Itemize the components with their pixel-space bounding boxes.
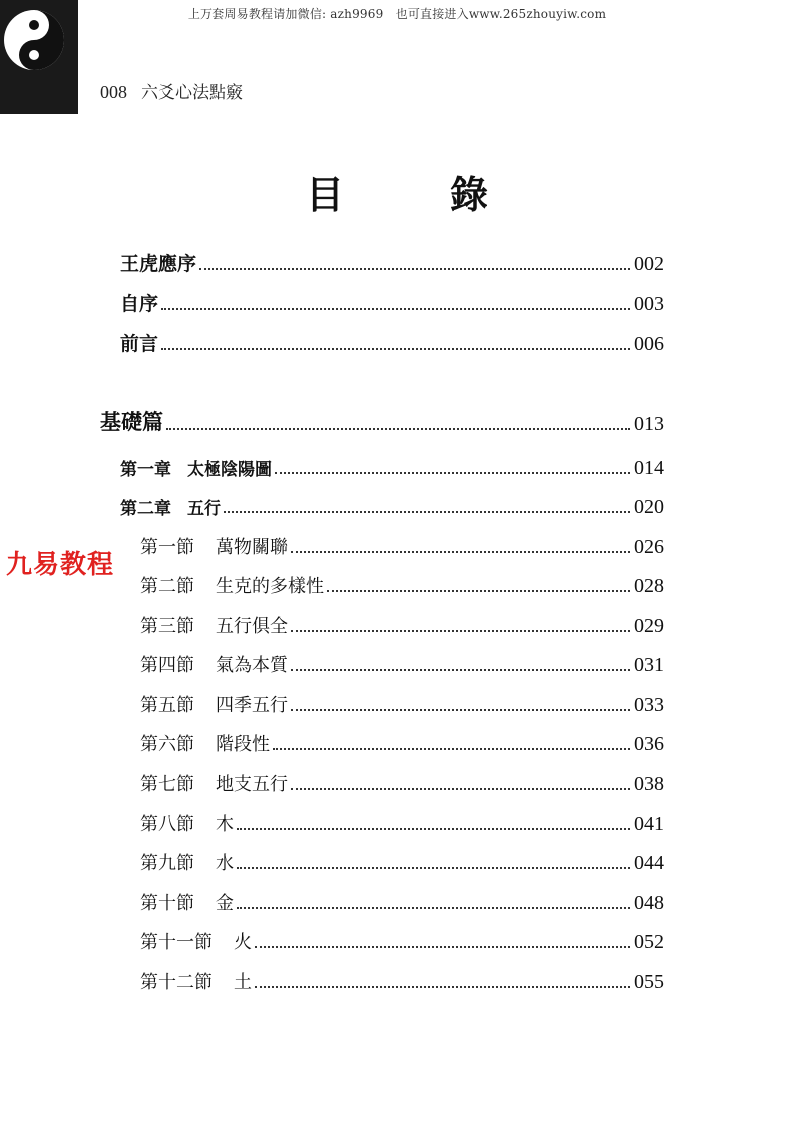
toc-entry-front[interactable]	[120, 326, 664, 356]
leader-dots	[255, 946, 630, 948]
toc-entry-section[interactable]	[140, 845, 664, 875]
section-number: 第六節	[140, 734, 194, 755]
toc-entry-page: 033	[634, 694, 664, 716]
leader-dots	[275, 472, 630, 474]
leader-dots	[291, 709, 630, 711]
toc-entry-front[interactable]	[120, 246, 664, 276]
leader-dots	[291, 669, 630, 671]
watermark-logo-text: 九易教程	[6, 550, 115, 580]
toc-entry-label	[140, 889, 234, 915]
section-title: 水	[216, 853, 234, 874]
section-title: 地支五行	[216, 774, 288, 795]
toc-entry-label	[140, 572, 324, 598]
section-number: 第一節	[140, 537, 194, 558]
toc-entry-page: 003	[634, 293, 664, 315]
toc-entry-part[interactable]	[100, 406, 664, 436]
leader-dots	[255, 986, 630, 988]
toc-entry-section[interactable]	[140, 608, 664, 638]
page-number: 008	[100, 82, 127, 102]
toc-entry-chapter[interactable]	[120, 489, 664, 519]
chapter-title: 五行	[187, 499, 221, 519]
section-title: 階段性	[216, 734, 270, 755]
toc-entry-page: 006	[634, 333, 664, 355]
chapter-title: 太極陰陽圖	[187, 460, 272, 480]
toc-entry-label	[140, 533, 288, 559]
toc-entry-label	[140, 691, 288, 717]
toc-entry-page: 048	[634, 892, 664, 914]
section-number: 第四節	[140, 655, 194, 676]
toc-entry-section[interactable]	[140, 964, 664, 994]
toc-entry-label	[140, 770, 288, 796]
section-title: 木	[216, 814, 234, 835]
toc-entry-section[interactable]	[140, 924, 664, 954]
toc-entry-page: 041	[634, 813, 664, 835]
leader-dots	[237, 867, 630, 869]
toc-entry-label	[140, 928, 252, 954]
section-number: 第九節	[140, 853, 194, 874]
section-title: 四季五行	[216, 695, 288, 716]
toc-entry-label	[140, 849, 234, 875]
section-number: 第八節	[140, 814, 194, 835]
toc-entry-label: 王虎應序	[120, 253, 197, 275]
section-title: 生克的多樣性	[216, 576, 324, 597]
section-title: 五行俱全	[216, 616, 288, 637]
section-number: 第十節	[140, 893, 194, 914]
leader-dots	[291, 551, 630, 553]
section-title: 金	[216, 893, 234, 914]
toc-entry-label: 前言	[120, 333, 159, 355]
toc-entry-page: 052	[634, 931, 664, 953]
yin-yang-icon	[0, 0, 78, 114]
toc-entry-section[interactable]	[140, 568, 664, 598]
toc-entry-page: 055	[634, 971, 664, 993]
section-title: 萬物關聯	[216, 537, 288, 558]
toc-entry-page: 038	[634, 773, 664, 795]
section-number: 第七節	[140, 774, 194, 795]
toc-entry-label	[140, 968, 252, 994]
toc-entry-label	[120, 455, 272, 480]
toc-entry-page: 031	[634, 654, 664, 676]
watermark-header: 上万套周易教程请加微信: azh9969 也可直接进入www.265zhouyiw.com	[187, 7, 607, 21]
leader-dots	[161, 308, 630, 310]
toc-entry-section[interactable]	[140, 806, 664, 836]
chapter-number: 第一章	[120, 460, 171, 480]
leader-dots	[291, 788, 630, 790]
toc-entry-page: 029	[634, 615, 664, 637]
toc-entry-section[interactable]	[140, 687, 664, 717]
leader-dots	[291, 630, 630, 632]
toc-entry-section[interactable]	[140, 529, 664, 559]
leader-dots	[273, 748, 630, 750]
toc-entry-label	[140, 651, 288, 677]
section-title: 火	[234, 932, 252, 953]
leader-dots	[224, 511, 630, 513]
toc-entry-label	[140, 730, 270, 756]
toc-entry-page: 044	[634, 852, 664, 874]
section-number: 第二節	[140, 576, 194, 597]
leader-dots	[237, 907, 630, 909]
toc-entry-label	[140, 612, 288, 638]
toc-entry-label: 基礎篇	[100, 409, 163, 434]
section-number: 第十二節	[140, 972, 212, 993]
toc-entry-front[interactable]	[120, 286, 664, 316]
toc-entry-page: 026	[634, 536, 664, 558]
toc-entry-page: 028	[634, 575, 664, 597]
section-title: 土	[234, 972, 252, 993]
leader-dots	[166, 428, 630, 430]
toc-entry-section[interactable]	[140, 726, 664, 756]
leader-dots	[161, 348, 630, 350]
toc-entry-page: 036	[634, 733, 664, 755]
leader-dots	[237, 828, 630, 830]
toc-entry-section[interactable]	[140, 885, 664, 915]
book-title: 六爻心法點竅	[141, 83, 243, 103]
running-header	[100, 78, 243, 103]
leader-dots	[327, 590, 630, 592]
toc-entry-page: 013	[634, 413, 664, 435]
section-number: 第三節	[140, 616, 194, 637]
toc-entry-chapter[interactable]	[120, 450, 664, 480]
toc-entry-page: 014	[634, 457, 664, 479]
section-title: 氣為本質	[216, 655, 288, 676]
toc-entry-section[interactable]	[140, 766, 664, 796]
section-number: 第十一節	[140, 932, 212, 953]
toc-entry-label	[120, 494, 221, 519]
toc-entry-label	[140, 810, 234, 836]
toc-entry-section[interactable]	[140, 647, 664, 677]
leader-dots	[199, 268, 630, 270]
section-number: 第五節	[140, 695, 194, 716]
toc-entry-page: 002	[634, 253, 664, 275]
toc-entry-page: 020	[634, 496, 664, 518]
toc-entry-label: 自序	[120, 293, 159, 315]
chapter-number: 第二章	[120, 499, 171, 519]
toc-title: 目 錄	[305, 173, 522, 217]
